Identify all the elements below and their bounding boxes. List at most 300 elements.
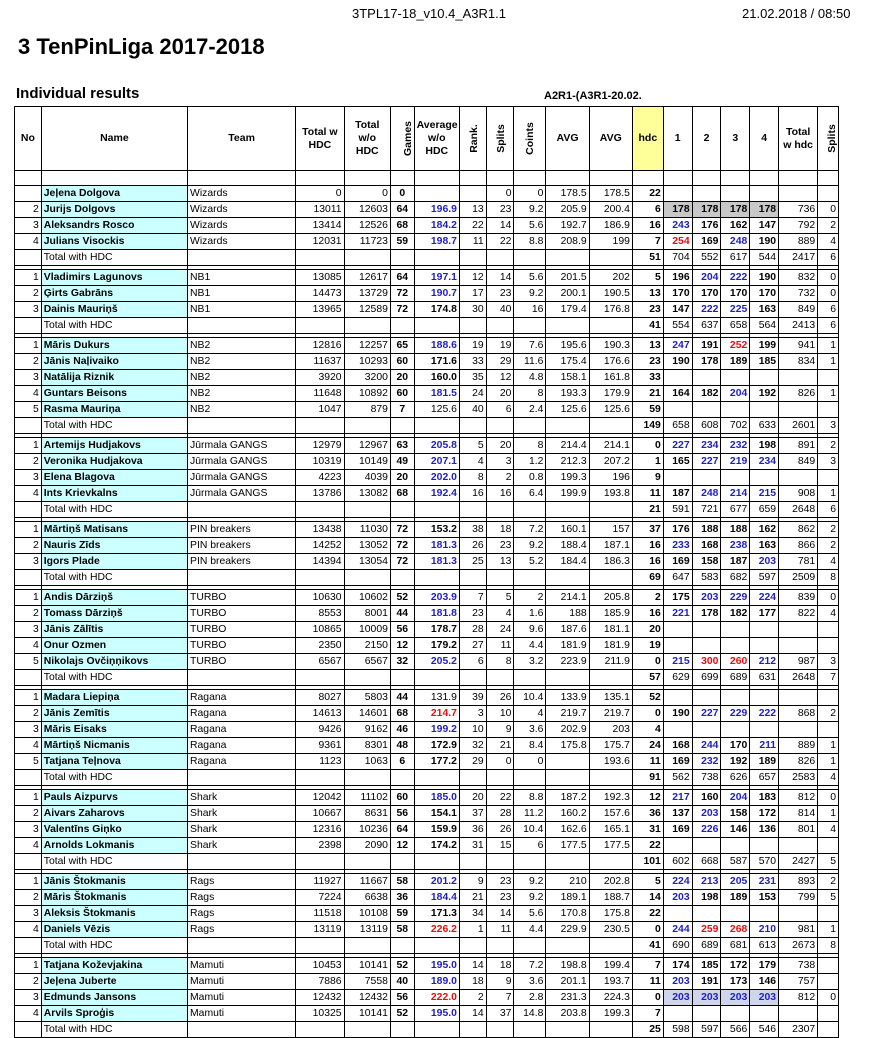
cell-avg-1: 193.3 — [546, 386, 589, 402]
cell-avg-2: 202.8 — [589, 874, 632, 890]
cell-no: 3 — [15, 302, 42, 318]
cell-name: Total with HDC — [41, 250, 187, 266]
cell-avg-1: 202.9 — [546, 722, 589, 738]
cell-rank: 28 — [459, 622, 486, 638]
cell-game-2: 204 — [692, 270, 721, 286]
cell-hdc: 31 — [632, 822, 663, 838]
cell-total-w-hdc: 2307 — [779, 1022, 818, 1038]
cell-coints: 0 — [514, 754, 546, 770]
cell-game-4 — [750, 470, 779, 486]
cell-game-3: 617 — [721, 250, 750, 266]
cell-no: 4 — [15, 922, 42, 938]
cell-average — [414, 770, 459, 786]
cell-coints: 4.4 — [514, 638, 546, 654]
cell-hdc: 0 — [632, 654, 663, 670]
cell-game-2: 552 — [692, 250, 721, 266]
cell-coints — [514, 418, 546, 434]
cell-splits-round: 5 — [818, 854, 839, 870]
cell-avg-2: 135.1 — [589, 690, 632, 706]
cell-avg-1: 229.9 — [546, 922, 589, 938]
team-total-row — [15, 938, 839, 954]
cell-total-hdc: 13438 — [296, 522, 344, 538]
cell-game-4: 631 — [750, 670, 779, 686]
cell-splits-round: 2 — [818, 706, 839, 722]
cell-game-4: 215 — [750, 486, 779, 502]
cell-team: PIN breakers — [188, 522, 296, 538]
cell-team — [188, 770, 296, 786]
cell-game-1: 168 — [663, 738, 692, 754]
player-row — [15, 286, 839, 302]
cell-avg-1: 160.1 — [546, 522, 589, 538]
cell-games: 52 — [390, 590, 414, 606]
cell-game-3: 222 — [721, 270, 750, 286]
cell-total-wo-hdc: 1063 — [344, 754, 390, 770]
cell-total-hdc: 11927 — [296, 874, 344, 890]
document-id: 3TPL17-18_v10.4_A3R1.1 — [352, 6, 506, 21]
cell-rank: 19 — [459, 338, 486, 354]
cell-avg-1: 189.1 — [546, 890, 589, 906]
cell-total-hdc: 13011 — [296, 202, 344, 218]
cell-avg-1: 214.1 — [546, 590, 589, 606]
cell-total-w-hdc: 822 — [779, 606, 818, 622]
cell-games: 59 — [390, 234, 414, 250]
cell-splits — [486, 670, 514, 686]
cell-game-2: 191 — [692, 974, 721, 990]
cell-no — [15, 418, 42, 434]
cell-coints: 3.6 — [514, 722, 546, 738]
cell-team — [188, 250, 296, 266]
cell-total-wo-hdc: 12603 — [344, 202, 390, 218]
cell-average: 203.9 — [414, 590, 459, 606]
cell-splits-round: 8 — [818, 570, 839, 586]
cell-hdc: 22 — [632, 906, 663, 922]
cell-total-hdc: 11648 — [296, 386, 344, 402]
cell-total-hdc — [296, 418, 344, 434]
player-row — [15, 402, 839, 418]
cell-splits: 8 — [486, 654, 514, 670]
cell-rank: 39 — [459, 690, 486, 706]
cell-hdc: 7 — [632, 958, 663, 974]
cell-average: 181.3 — [414, 538, 459, 554]
cell-total-w-hdc: 2648 — [779, 670, 818, 686]
cell-games: 58 — [390, 874, 414, 890]
cell-total-wo-hdc: 11102 — [344, 790, 390, 806]
cell-name: Total with HDC — [41, 854, 187, 870]
cell-splits: 23 — [486, 538, 514, 554]
cell-total-w-hdc: 2583 — [779, 770, 818, 786]
player-row — [15, 234, 839, 250]
cell-name: Mārtiņš Matisans — [41, 522, 187, 538]
player-row — [15, 990, 839, 1006]
cell-name: Jānis Zemītis — [41, 706, 187, 722]
cell-name: Vladimirs Lagunovs — [41, 270, 187, 286]
cell-splits: 40 — [486, 302, 514, 318]
cell-avg-1 — [546, 418, 589, 434]
cell-total-wo-hdc: 13054 — [344, 554, 390, 570]
cell-no — [15, 250, 42, 266]
player-row — [15, 202, 839, 218]
cell-avg-2: 193.8 — [589, 486, 632, 502]
cell-hdc: 21 — [632, 386, 663, 402]
cell-total-wo-hdc: 10149 — [344, 454, 390, 470]
cell-total-wo-hdc: 12257 — [344, 338, 390, 354]
cell-avg-2 — [589, 250, 632, 266]
cell-avg-1: 212.3 — [546, 454, 589, 470]
cell-total-w-hdc — [779, 722, 818, 738]
cell-splits-round: 8 — [818, 938, 839, 954]
cell-game-1: 176 — [663, 522, 692, 538]
cell-avg-1: 208.9 — [546, 234, 589, 250]
cell-total-w-hdc — [779, 690, 818, 706]
cell-coints: 9.6 — [514, 622, 546, 638]
cell-games: 72 — [390, 286, 414, 302]
cell-avg-1: 170.8 — [546, 906, 589, 922]
cell-game-1: 203 — [663, 890, 692, 906]
cell-game-3: 682 — [721, 570, 750, 586]
cell-games: 64 — [390, 270, 414, 286]
cell-average: 190.7 — [414, 286, 459, 302]
cell-average — [414, 1022, 459, 1038]
cell-no: 1 — [15, 790, 42, 806]
cell-rank: 29 — [459, 754, 486, 770]
cell-no: 4 — [15, 738, 42, 754]
cell-no: 2 — [15, 354, 42, 370]
cell-coints: 11.6 — [514, 354, 546, 370]
cell-total-wo-hdc: 8001 — [344, 606, 390, 622]
cell-games: 44 — [390, 606, 414, 622]
cell-game-3: 146 — [721, 822, 750, 838]
player-row — [15, 822, 839, 838]
cell-game-2: 259 — [692, 922, 721, 938]
cell-games: 68 — [390, 218, 414, 234]
cell-total-w-hdc: 834 — [779, 354, 818, 370]
cell-game-4 — [750, 906, 779, 922]
cell-avg-2: 157 — [589, 522, 632, 538]
cell-splits-round: 1 — [818, 806, 839, 822]
cell-games: 68 — [390, 486, 414, 502]
cell-coints: 9.2 — [514, 874, 546, 890]
cell-total-w-hdc: 849 — [779, 454, 818, 470]
cell-hdc: 23 — [632, 354, 663, 370]
cell-game-1: 196 — [663, 270, 692, 286]
cell-game-2: 170 — [692, 286, 721, 302]
cell-games: 58 — [390, 922, 414, 938]
cell-game-3: 189 — [721, 354, 750, 370]
cell-name: Andis Dārziņš — [41, 590, 187, 606]
cell-avg-2: 219.7 — [589, 706, 632, 722]
cell-coints: 5.6 — [514, 218, 546, 234]
cell-total-hdc: 12979 — [296, 438, 344, 454]
cell-avg-2: 203 — [589, 722, 632, 738]
cell-no — [15, 770, 42, 786]
cell-team: Shark — [188, 838, 296, 854]
cell-splits-round — [818, 722, 839, 738]
cell-splits-round: 0 — [818, 202, 839, 218]
cell-game-3: 689 — [721, 670, 750, 686]
cell-games: 52 — [390, 958, 414, 974]
cell-total-hdc: 9361 — [296, 738, 344, 754]
cell-total-w-hdc — [779, 622, 818, 638]
player-row — [15, 838, 839, 854]
cell-game-4: 190 — [750, 234, 779, 250]
cell-game-3: 189 — [721, 890, 750, 906]
cell-game-4: 234 — [750, 454, 779, 470]
cell-average: 199.2 — [414, 722, 459, 738]
cell-game-1 — [663, 690, 692, 706]
cell-game-3: 182 — [721, 606, 750, 622]
cell-splits-round: 4 — [818, 770, 839, 786]
cell-coints: 9.2 — [514, 538, 546, 554]
cell-total-hdc: 0 — [296, 186, 344, 202]
cell-avg-2 — [589, 570, 632, 586]
cell-games — [390, 418, 414, 434]
cell-total-wo-hdc: 2090 — [344, 838, 390, 854]
cell-game-1 — [663, 186, 692, 202]
cell-splits-round: 6 — [818, 502, 839, 518]
cell-game-2: 198 — [692, 890, 721, 906]
cell-splits-round: 1 — [818, 738, 839, 754]
cell-splits: 3 — [486, 454, 514, 470]
cell-name: Julians Visockis — [41, 234, 187, 250]
cell-name: Aivars Zaharovs — [41, 806, 187, 822]
cell-splits-round — [818, 1022, 839, 1038]
cell-games: 60 — [390, 354, 414, 370]
cell-team: NB1 — [188, 286, 296, 302]
cell-splits: 26 — [486, 690, 514, 706]
cell-coints: 9.2 — [514, 202, 546, 218]
cell-game-1: 221 — [663, 606, 692, 622]
cell-hdc: 33 — [632, 370, 663, 386]
cell-game-4: 146 — [750, 974, 779, 990]
cell-game-3 — [721, 838, 750, 854]
cell-total-w-hdc: 981 — [779, 922, 818, 938]
cell-game-4: 203 — [750, 554, 779, 570]
cell-total-w-hdc: 801 — [779, 822, 818, 838]
cell-game-1: 169 — [663, 754, 692, 770]
cell-splits: 14 — [486, 218, 514, 234]
cell-rank: 4 — [459, 454, 486, 470]
col-avg-1: AVG — [546, 107, 589, 171]
cell-games: 63 — [390, 438, 414, 454]
cell-avg-2 — [589, 854, 632, 870]
player-row — [15, 906, 839, 922]
cell-splits — [486, 418, 514, 434]
col-splits-label: Splits — [494, 124, 507, 153]
cell-rank: 40 — [459, 402, 486, 418]
cell-hdc: 11 — [632, 754, 663, 770]
team-total-row — [15, 770, 839, 786]
cell-games: 12 — [390, 638, 414, 654]
cell-game-2: 699 — [692, 670, 721, 686]
cell-games: 46 — [390, 722, 414, 738]
cell-hdc: 13 — [632, 338, 663, 354]
cell-total-wo-hdc: 0 — [344, 186, 390, 202]
cell-total-wo-hdc: 3200 — [344, 370, 390, 386]
cell-game-3: 587 — [721, 854, 750, 870]
player-row — [15, 538, 839, 554]
cell-average — [414, 670, 459, 686]
player-row — [15, 270, 839, 286]
cell-games: 56 — [390, 806, 414, 822]
cell-hdc: 13 — [632, 286, 663, 302]
cell-coints: 4.8 — [514, 370, 546, 386]
cell-game-4: 222 — [750, 706, 779, 722]
cell-total-wo-hdc: 12432 — [344, 990, 390, 1006]
cell-name: Igors Plade — [41, 554, 187, 570]
cell-average: 197.1 — [414, 270, 459, 286]
cell-game-3: 170 — [721, 286, 750, 302]
player-row — [15, 606, 839, 622]
cell-team: Jūrmala GANGS — [188, 470, 296, 486]
cell-coints: 2.8 — [514, 990, 546, 1006]
cell-name: Māris Eisaks — [41, 722, 187, 738]
cell-total-wo-hdc: 13729 — [344, 286, 390, 302]
cell-game-4: 190 — [750, 270, 779, 286]
cell-avg-2: 190.5 — [589, 286, 632, 302]
cell-coints — [514, 670, 546, 686]
cell-total-wo-hdc: 8301 — [344, 738, 390, 754]
cell-game-2 — [692, 186, 721, 202]
cell-avg-2: 175.8 — [589, 906, 632, 922]
cell-game-2 — [692, 690, 721, 706]
cell-game-4 — [750, 622, 779, 638]
cell-average: 185.0 — [414, 790, 459, 806]
cell-total-hdc: 14252 — [296, 538, 344, 554]
cell-average: 196.9 — [414, 202, 459, 218]
cell-name: Aleksis Štokmanis — [41, 906, 187, 922]
cell-name: Jānis Naļivaiko — [41, 354, 187, 370]
cell-rank: 14 — [459, 1006, 486, 1022]
cell-avg-2: 200.4 — [589, 202, 632, 218]
cell-no: 3 — [15, 990, 42, 1006]
cell-hdc: 1 — [632, 454, 663, 470]
cell-no: 3 — [15, 822, 42, 838]
cell-hdc: 22 — [632, 186, 663, 202]
cell-avg-2: 125.6 — [589, 402, 632, 418]
cell-game-4: 224 — [750, 590, 779, 606]
cell-hdc: 52 — [632, 690, 663, 706]
cell-total-hdc: 7224 — [296, 890, 344, 906]
cell-game-1: 658 — [663, 418, 692, 434]
cell-avg-2 — [589, 502, 632, 518]
cell-hdc: 11 — [632, 974, 663, 990]
cell-coints: 8.8 — [514, 790, 546, 806]
col-total-hdc: Total w HDC — [296, 107, 344, 171]
cell-rank: 7 — [459, 590, 486, 606]
cell-name: Total with HDC — [41, 938, 187, 954]
cell-total-hdc: 14473 — [296, 286, 344, 302]
cell-avg-1: 200.1 — [546, 286, 589, 302]
cell-rank: 6 — [459, 654, 486, 670]
col-coints-label: Coints — [524, 122, 537, 155]
cell-name: Tatjana Koževjakina — [41, 958, 187, 974]
cell-hdc: 21 — [632, 502, 663, 518]
team-total-row — [15, 250, 839, 266]
cell-rank: 5 — [459, 438, 486, 454]
cell-total-hdc: 6567 — [296, 654, 344, 670]
cell-team: TURBO — [188, 622, 296, 638]
cell-game-3: 188 — [721, 522, 750, 538]
cell-splits-round: 1 — [818, 922, 839, 938]
cell-name: Mārtiņš Nicmanis — [41, 738, 187, 754]
cell-avg-1: 198.8 — [546, 958, 589, 974]
cell-game-1: 175 — [663, 590, 692, 606]
cell-team: Jūrmala GANGS — [188, 486, 296, 502]
cell-average — [414, 854, 459, 870]
cell-coints: 5.6 — [514, 270, 546, 286]
cell-average: 181.8 — [414, 606, 459, 622]
cell-hdc: 5 — [632, 874, 663, 890]
cell-game-4 — [750, 402, 779, 418]
cell-coints: 11.2 — [514, 806, 546, 822]
cell-average: 195.0 — [414, 958, 459, 974]
cell-rank: 23 — [459, 606, 486, 622]
cell-team: Wizards — [188, 202, 296, 218]
cell-game-1: 704 — [663, 250, 692, 266]
cell-coints — [514, 318, 546, 334]
cell-game-1: 244 — [663, 922, 692, 938]
cell-splits-round — [818, 974, 839, 990]
cell-total-hdc — [296, 938, 344, 954]
cell-coints: 9.2 — [514, 286, 546, 302]
cell-total-hdc: 3920 — [296, 370, 344, 386]
cell-avg-2: 193.6 — [589, 754, 632, 770]
cell-game-4: 659 — [750, 502, 779, 518]
cell-game-1: 217 — [663, 790, 692, 806]
cell-total-wo-hdc: 10009 — [344, 622, 390, 638]
cell-no: 1 — [15, 690, 42, 706]
cell-splits: 0 — [486, 754, 514, 770]
cell-coints: 0 — [514, 186, 546, 202]
cell-total-hdc: 7886 — [296, 974, 344, 990]
cell-total-w-hdc: 839 — [779, 590, 818, 606]
cell-game-3: 248 — [721, 234, 750, 250]
cell-no: 4 — [15, 838, 42, 854]
cell-avg-2: 161.8 — [589, 370, 632, 386]
cell-no — [15, 318, 42, 334]
cell-game-2: 244 — [692, 738, 721, 754]
cell-game-4: 178 — [750, 202, 779, 218]
cell-splits: 9 — [486, 722, 514, 738]
cell-game-3: 178 — [721, 202, 750, 218]
cell-avg-2: 175.7 — [589, 738, 632, 754]
cell-splits-round — [818, 402, 839, 418]
cell-coints: 6 — [514, 838, 546, 854]
cell-average: 181.5 — [414, 386, 459, 402]
cell-game-3: 681 — [721, 938, 750, 954]
cell-splits-round: 2 — [818, 522, 839, 538]
player-row — [15, 454, 839, 470]
cell-game-4: 183 — [750, 790, 779, 806]
cell-total-hdc — [296, 570, 344, 586]
cell-total-hdc: 10319 — [296, 454, 344, 470]
cell-name: Total with HDC — [41, 670, 187, 686]
player-row — [15, 470, 839, 486]
cell-name: Daniels Vēzis — [41, 922, 187, 938]
cell-rank: 16 — [459, 486, 486, 502]
print-datetime: 21.02.2018 / 08:50 — [742, 6, 851, 21]
cell-game-1 — [663, 1006, 692, 1022]
cell-hdc: 51 — [632, 250, 663, 266]
cell-avg-1: 203.8 — [546, 1006, 589, 1022]
cell-hdc: 7 — [632, 1006, 663, 1022]
col-games-label: Games — [401, 120, 414, 157]
cell-game-4: 189 — [750, 754, 779, 770]
cell-games — [390, 938, 414, 954]
cell-hdc: 12 — [632, 790, 663, 806]
cell-coints — [514, 570, 546, 586]
cell-splits-round: 2 — [818, 538, 839, 554]
